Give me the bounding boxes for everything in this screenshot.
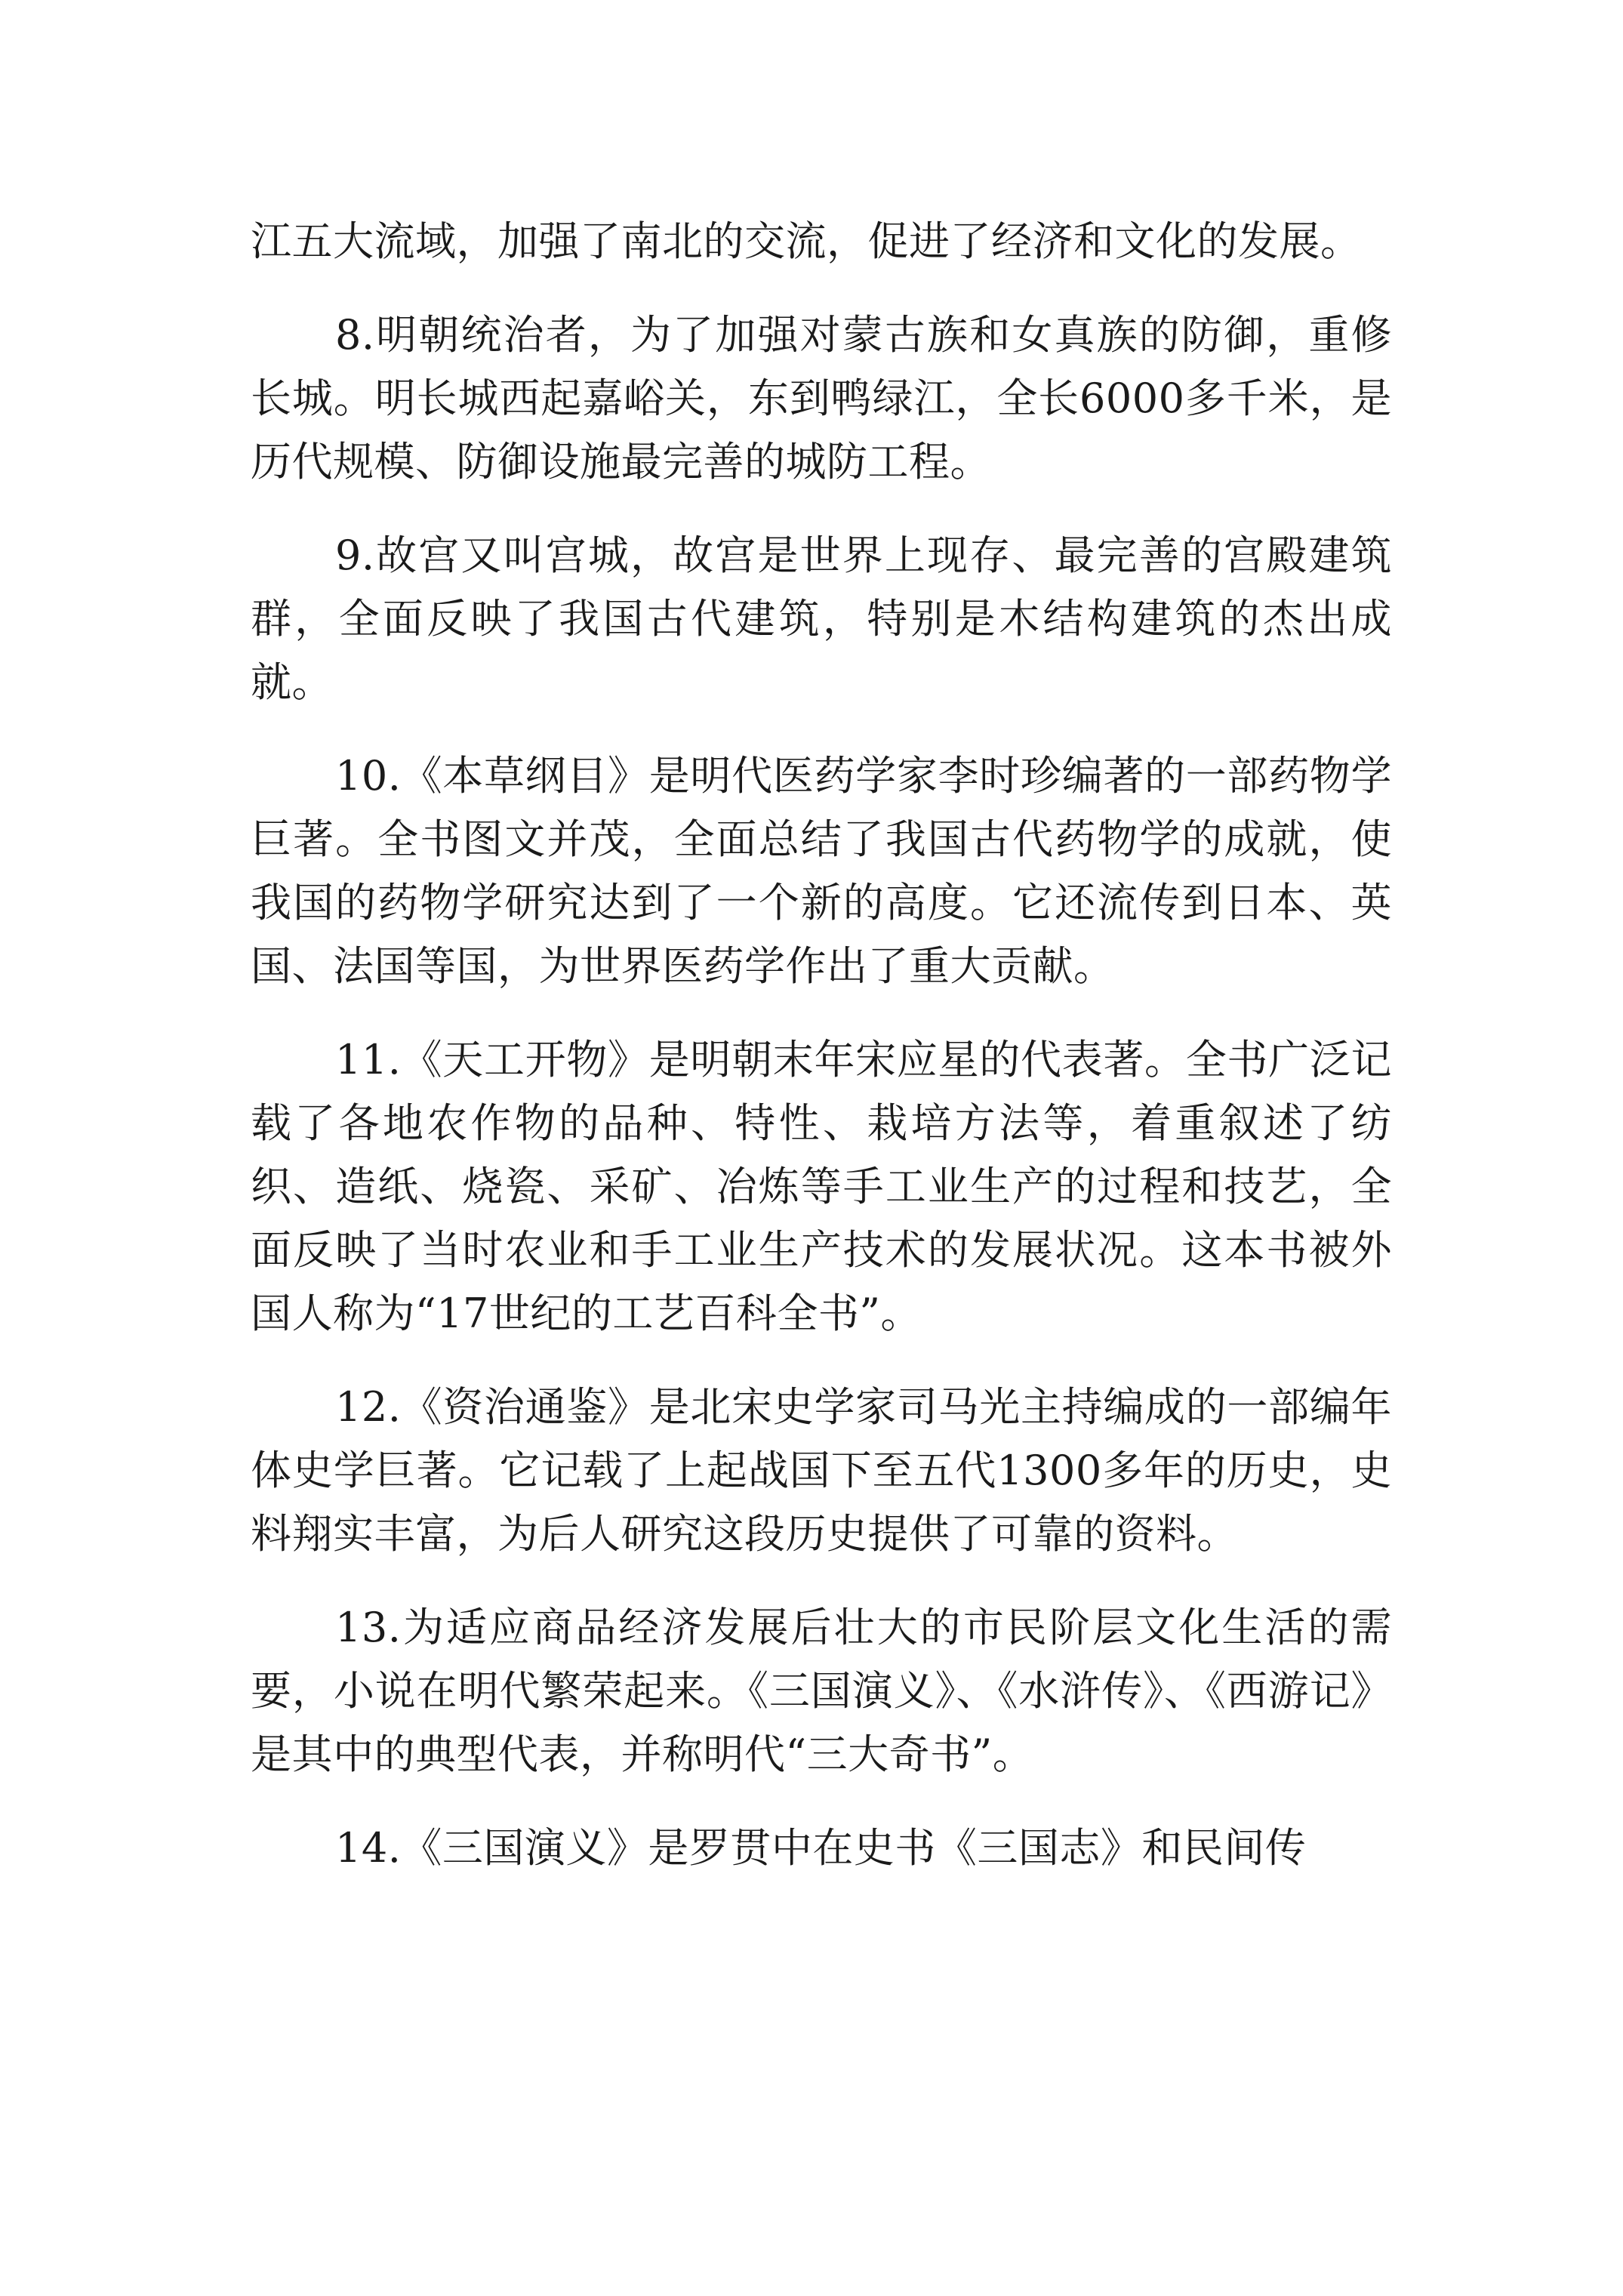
paragraph-7-continuation: 江五大流域，加强了南北的交流，促进了经济和文化的发展。 xyxy=(251,217,1362,265)
paragraph-12: 12.《资治通鉴》是北宋史学家司马光主持编成的一部编年体史学巨著。它记载了上起战国下至五代1300多年的历史，史料翔实丰富，为后人研究这段历史提供了可靠的资料。 xyxy=(251,1383,1392,1558)
paragraph-13: 13.为适应商品经济发展后壮大的市民阶层文化生活的需要，小说在明代繁荣起来。《三国演义》、《水浒传》、《西游记》是其中的典型代表，并称明代“三大奇书”。 xyxy=(251,1604,1392,1778)
paragraph-10: 10.《本草纲目》是明代医药学家李时珍编著的一部药物学巨著。全书图文并茂，全面总结了我国古代药物学的成就，使我国的药物学研究达到了一个新的高度。它还流传到日本、英国、法国等国，为世界医药学作出了重大贡献。 xyxy=(251,752,1392,990)
paragraph-11: 11.《天工开物》是明朝末年宋应星的代表著。全书广泛记载了各地农作物的品种、特性、栽培方法等，着重叙述了纺织、造纸、烧瓷、采矿、冶炼等手工业生产的过程和技艺，全面反映了当时农业和手工业生产技术的发展状况。这本书被外国人称为“17世纪的工艺百科全书”。 xyxy=(251,1036,1392,1337)
paragraph-8: 8.明朝统治者，为了加强对蒙古族和女真族的防御，重修长城。明长城西起嘉峪关，东到鸭绿江，全长6000多千米，是历代规模、防御设施最完善的城防工程。 xyxy=(251,311,1392,485)
document-body xyxy=(251,210,1392,1910)
paragraph-9: 9.故宫又叫宫城，故宫是世界上现存、最完善的宫殿建筑群，全面反映了我国古代建筑，特别是木结构建筑的杰出成就。 xyxy=(251,532,1392,706)
paragraph-14: 14.《三国演义》是罗贯中在史书《三国志》和民间传 xyxy=(335,1824,1307,1872)
